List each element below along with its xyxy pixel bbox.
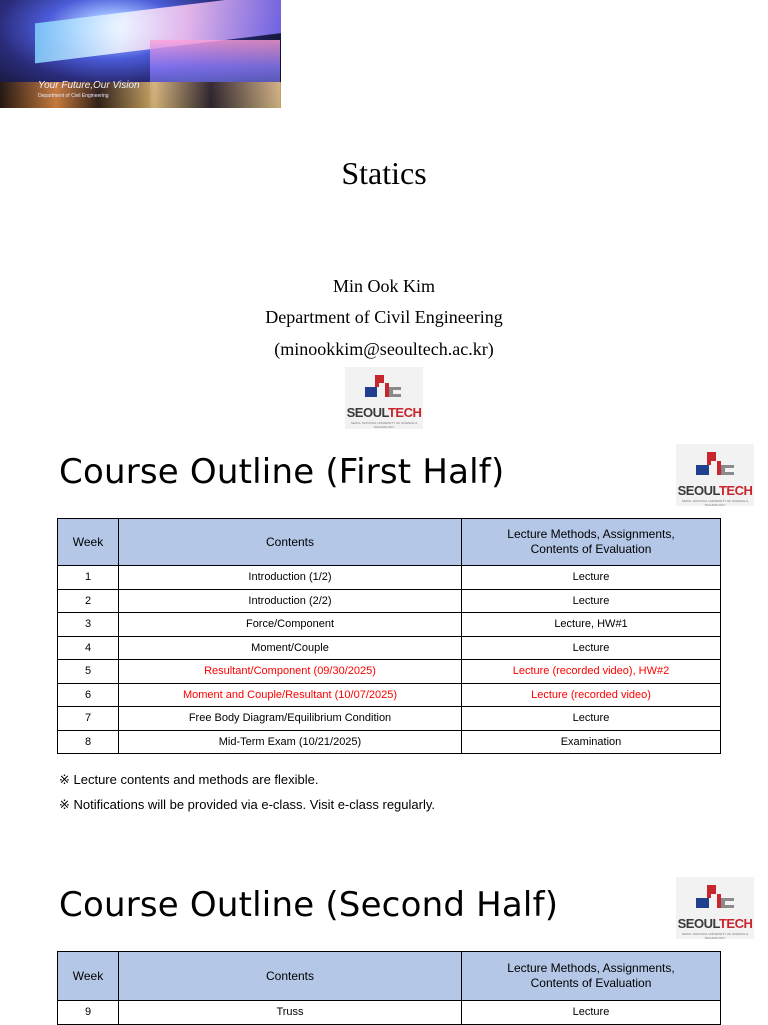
contents-cell: Introduction (1/2) — [119, 566, 462, 590]
week-cell: 2 — [58, 589, 119, 613]
seoultech-emblem-icon — [345, 367, 423, 407]
document-title: Statics — [341, 155, 427, 191]
table-row — [58, 636, 721, 660]
table-row — [58, 566, 721, 590]
seoultech-wordmark: SEOULTECH — [346, 405, 422, 420]
second-half-heading: Course Outline (Second Half) — [59, 885, 559, 925]
week-cell: 8 — [58, 730, 119, 754]
week-cell: 5 — [58, 660, 119, 684]
banner-tagline: Your Future,Our Vision — [38, 80, 140, 91]
contents-cell: Free Body Diagram/Equilibrium Condition — [119, 707, 462, 731]
week-cell: 4 — [58, 636, 119, 660]
seoultech-wordmark: SEOULTECH — [677, 483, 753, 498]
note-eclass: ※ Notifications will be provided via e-class. Visit e-class regularly. — [59, 797, 435, 812]
table-row — [58, 613, 721, 637]
seoultech-fine-print: SEOUL NATIONAL UNIVERSITY OF SCIENCE & TECHNOLOGY — [681, 932, 749, 940]
seoultech-logo — [676, 444, 754, 506]
column-header-contents: Contents — [119, 519, 462, 566]
contents-cell: Mid-Term Exam (10/21/2025) — [119, 730, 462, 754]
methods-cell: Lecture — [462, 707, 721, 731]
seoultech-fine-print: SEOUL NATIONAL UNIVERSITY OF SCIENCE & TECHNOLOGY — [681, 499, 749, 507]
table-row — [58, 589, 721, 613]
week-cell: 7 — [58, 707, 119, 731]
methods-cell: Lecture — [462, 566, 721, 590]
contents-cell: Moment/Couple — [119, 636, 462, 660]
contents-cell: Truss — [119, 1001, 462, 1025]
second-half-table — [57, 951, 721, 1025]
contents-cell: Resultant/Component (09/30/2025) — [119, 660, 462, 684]
week-cell: 3 — [58, 613, 119, 637]
table-row — [58, 660, 721, 684]
table-row — [58, 707, 721, 731]
first-half-heading: Course Outline (First Half) — [59, 452, 505, 492]
table-row — [58, 1001, 721, 1025]
banner-image — [0, 0, 281, 108]
column-header-week: Week — [58, 952, 119, 1001]
methods-cell: Lecture (recorded video), HW#2 — [462, 660, 721, 684]
author-email: (minookkim@seoultech.ac.kr) — [274, 339, 494, 359]
column-header-methods: Lecture Methods, Assignments, Contents of Evaluation — [462, 519, 721, 566]
contents-cell: Introduction (2/2) — [119, 589, 462, 613]
banner-subtag: Department of Civil Engineering — [38, 93, 109, 99]
seoultech-logo — [345, 367, 423, 429]
contents-cell: Force/Component — [119, 613, 462, 637]
first-half-table — [57, 518, 721, 754]
seoultech-emblem-icon — [676, 877, 754, 917]
author-department: Department of Civil Engineering — [265, 307, 503, 327]
seoultech-wordmark: SEOULTECH — [677, 916, 753, 931]
week-cell: 6 — [58, 683, 119, 707]
seoultech-logo — [676, 877, 754, 939]
column-header-methods: Lecture Methods, Assignments, Contents of Evaluation — [462, 952, 721, 1001]
seoultech-emblem-icon — [676, 444, 754, 484]
methods-cell: Lecture — [462, 1001, 721, 1025]
column-header-contents: Contents — [119, 952, 462, 1001]
seoultech-fine-print: SEOUL NATIONAL UNIVERSITY OF SCIENCE & TECHNOLOGY — [350, 421, 418, 429]
table-row — [58, 730, 721, 754]
week-cell: 9 — [58, 1001, 119, 1025]
methods-cell: Lecture, HW#1 — [462, 613, 721, 637]
methods-cell: Lecture — [462, 589, 721, 613]
note-flexible: ※ Lecture contents and methods are flexible. — [59, 772, 319, 787]
table-row — [58, 683, 721, 707]
column-header-week: Week — [58, 519, 119, 566]
methods-cell: Examination — [462, 730, 721, 754]
author-name: Min Ook Kim — [332, 276, 435, 296]
methods-cell: Lecture — [462, 636, 721, 660]
methods-cell: Lecture (recorded video) — [462, 683, 721, 707]
contents-cell: Moment and Couple/Resultant (10/07/2025) — [119, 683, 462, 707]
week-cell: 1 — [58, 566, 119, 590]
